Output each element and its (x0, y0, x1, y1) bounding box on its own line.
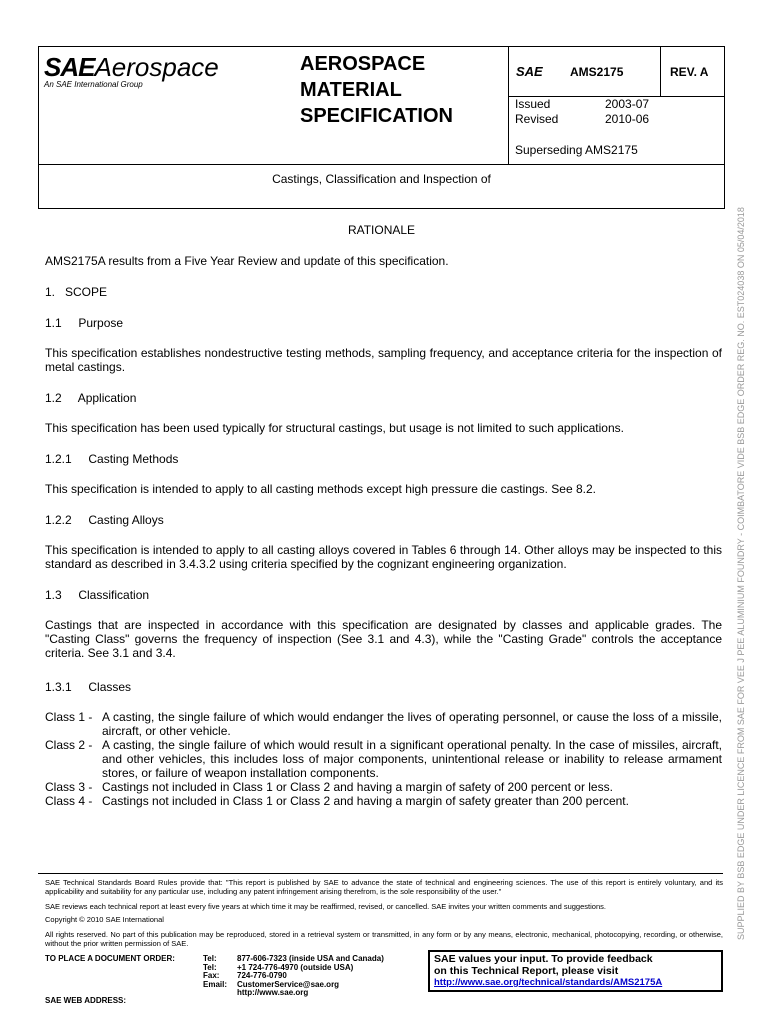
sae-aerospace-logo (44, 52, 219, 89)
section-heading: 1.2 Application (45, 391, 137, 405)
class-text: A casting, the single failure of which would result in a significant operational penalty. In the case of missiles, aircraft, and other vehicles, this includes loss of major components, unintentional release or inability to release armament stores, or failure of weapon installation components. (102, 738, 722, 780)
class-label: Class 1 - (45, 710, 93, 724)
license-watermark: SUPPLIED BY BSB EDGE UNDER LICENCE FROM SAE FOR VEE J PEE ALUMINIUM FOUNDRY - COIMBATORE VIDE BSB EDGE ORDER REG. NO. EST024038 ON 05/04/2018 (736, 207, 746, 940)
class-label: Class 4 - (45, 794, 93, 808)
revision: REV. A (670, 65, 709, 79)
revised-label: Revised (515, 112, 559, 126)
list-item (45, 794, 722, 808)
contact-block (203, 955, 384, 998)
logo-aerospace: Aerospace (94, 52, 219, 82)
document-subject: Castings, Classification and Inspection of (272, 172, 491, 186)
contact-value: CustomerService@sae.org (237, 979, 340, 989)
contact-key: Email: (203, 979, 228, 989)
section-heading: 1.2.2 Casting Alloys (45, 513, 164, 527)
logo-sae: SAE (44, 52, 95, 82)
feedback-text: SAE values your input. To provide feedback (434, 953, 653, 965)
feedback-text: on this Technical Report, please visit (434, 965, 619, 977)
feedback-link[interactable]: http://www.sae.org/technical/standards/AMS2175A (434, 977, 663, 988)
document-type-title (300, 51, 453, 129)
title-line: MATERIAL (300, 79, 402, 101)
issued-label: Issued (515, 97, 551, 111)
footer-review-text: SAE reviews each technical report at least every five years at which time it may be reaffirmed, revised, or cancelled. SAE invites your written comments and suggestions. (45, 902, 606, 911)
footer-rights-text: All rights reserved. No part of this publication may be reproduced, stored in a retrieval system or transmitted, in any form or by any means, electronic, mechanical, photocopying, recording, or otherwise, without the prior written permission of SAE. (45, 930, 723, 948)
footer-rule (38, 873, 723, 874)
copyright: Copyright © 2010 SAE International (45, 915, 164, 924)
sae-small-logo: SAE (516, 64, 543, 79)
class-label: Class 3 - (45, 780, 93, 794)
contact-key: Tel: (203, 954, 217, 963)
feedback-box (428, 950, 723, 992)
section-heading: 1.2.1 Casting Methods (45, 452, 179, 466)
list-item (45, 710, 722, 738)
contact-key: Tel: (203, 962, 217, 972)
footer-rules-text: SAE Technical Standards Board Rules provide that: "This report is published by SAE to advance the state of technical and engineering sciences. The use of this report is entirely voluntary, and its applicability and suitability for any particular use, including any patent infringement arising therefrom, is the sole responsibility of the user." (45, 878, 723, 896)
contact-row (203, 964, 384, 973)
paragraph: This specification establishes nondestructive testing methods, sampling frequency, and acceptance criteria for the inspection of metal castings. (45, 346, 722, 374)
section-heading: 1.3 Classification (45, 588, 150, 602)
section-heading: 1. SCOPE (45, 285, 108, 299)
section-heading: 1.1 Purpose (45, 316, 124, 330)
divider (660, 46, 661, 96)
web-label: SAE WEB ADDRESS: (45, 996, 127, 1005)
order-label: TO PLACE A DOCUMENT ORDER: (45, 954, 175, 963)
contact-key: Fax: (203, 971, 220, 981)
contact-value: 724-776-0790 (237, 971, 287, 981)
issued-date: 2003-07 (605, 97, 650, 111)
class-label: Class 2 - (45, 738, 93, 752)
rationale-text: AMS2175A results from a Five Year Review and update of this specification. (45, 254, 449, 268)
class-text: A casting, the single failure of which would endanger the lives of operating personnel, or cause the loss of a missile, aircraft, or other vehicle. (102, 710, 722, 738)
paragraph: This specification is intended to apply to all casting alloys covered in Tables 6 through 14. Other alloys may be inspected to this standard as described in 3.4.3.2 using criteria specified by the cognizant engineering organization. (45, 543, 722, 571)
contact-value: +1 724-776-4970 (outside USA) (237, 962, 354, 972)
section-heading: 1.3.1 Classes (45, 680, 132, 694)
rationale-heading: RATIONALE (347, 223, 416, 237)
title-line: AEROSPACE (300, 53, 426, 75)
paragraph: This specification is intended to apply to all casting methods except high pressure die castings. See 8.2. (45, 482, 596, 496)
revised-date: 2010-06 (605, 112, 650, 126)
list-item (45, 738, 722, 780)
contact-row (203, 989, 384, 998)
class-text: Castings not included in Class 1 or Class 2 and having a margin of safety of 200 percent or less. (102, 780, 613, 794)
list-item (45, 780, 722, 794)
class-list (45, 710, 722, 808)
logo-group: An SAE International Group (44, 80, 143, 89)
spec-number: AMS2175 (570, 65, 624, 79)
divider (38, 164, 725, 165)
class-text: Castings not included in Class 1 or Class 2 and having a margin of safety greater than 200 percent. (102, 794, 629, 808)
title-line: SPECIFICATION (300, 105, 453, 127)
web-address-link[interactable]: http://www.sae.org (237, 988, 309, 998)
contact-value: 877-606-7323 (inside USA and Canada) (237, 954, 384, 963)
divider (508, 46, 509, 164)
paragraph: This specification has been used typically for structural castings, but usage is not limited to such applications. (45, 421, 624, 435)
superseding: Superseding AMS2175 (515, 143, 638, 157)
paragraph: Castings that are inspected in accordance with this specification are designated by classes and applicable grades. The "Casting Class" governs the frequency of inspection (See 3.1 and 4.3), while the "Casting Grade" controls the acceptance criteria. See 3.1 and 3.4. (45, 618, 722, 660)
